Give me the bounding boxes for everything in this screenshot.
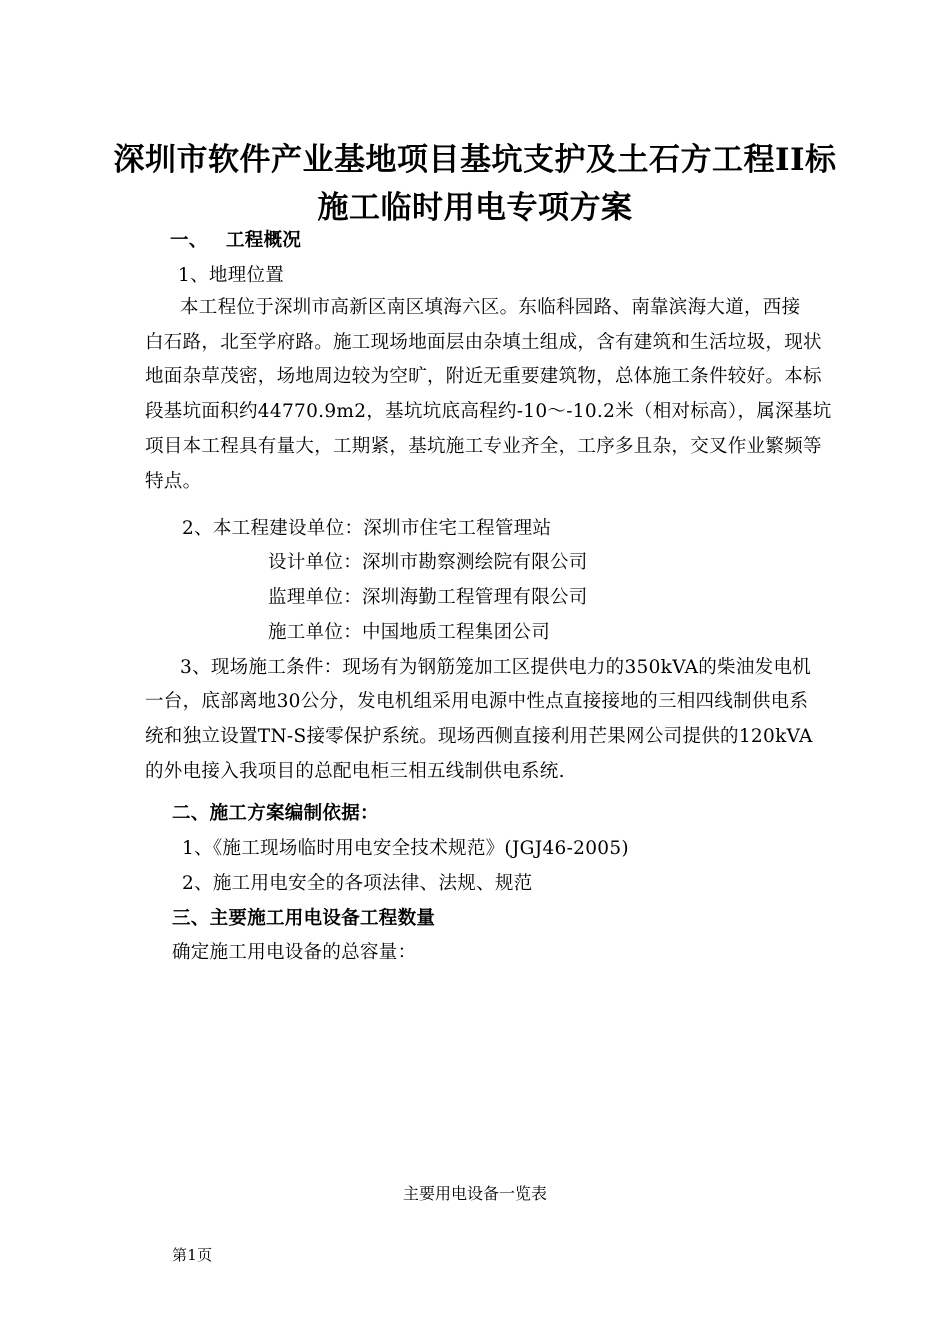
owner-unit-line: 2、本工程建设单位：深圳市住宅工程管理站 <box>182 518 552 539</box>
subsection-location: 1、地理位置 <box>178 265 285 286</box>
paragraph-line: 项目本工程具有量大，工期紧，基坑施工专业齐全，工序多且杂，交叉作业繁频等 <box>145 436 822 457</box>
paragraph-line: 段基坑面积约44770.9m2，基坑坑底高程约-10～-10.2米（相对标高），属深基坑 <box>145 401 832 422</box>
paragraph-line: 特点。 <box>145 471 202 492</box>
document-title-line2: 施工临时用电专项方案 <box>317 190 633 226</box>
paragraph-line: 本工程位于深圳市高新区南区填海六区。东临科园路、南靠滨海大道，西接 <box>180 297 801 318</box>
paragraph-line: 白石路，北至学府路。施工现场地面层由杂填土组成，含有建筑和生活垃圾，现状 <box>145 332 822 353</box>
document-title-line1: 深圳市软件产业基地项目基坑支护及土石方工程II标 <box>113 142 837 178</box>
section1-heading-number: 一、 <box>170 230 208 251</box>
site-conditions-line: 3、现场施工条件：现场有为钢筋笼加工区提供电力的350kVA的柴油发电机 <box>180 657 812 678</box>
construction-unit-line: 施工单位：中国地质工程集团公司 <box>268 622 551 643</box>
supervision-unit-line: 监理单位：深圳海勤工程管理有限公司 <box>268 587 588 608</box>
site-conditions-line: 的外电接入我项目的总配电柜三相五线制供电系统. <box>145 761 565 782</box>
design-unit-line: 设计单位：深圳市勘察测绘院有限公司 <box>268 552 588 573</box>
section3-text: 确定施工用电设备的总容量： <box>172 942 417 963</box>
page-number: 第1页 <box>172 1246 213 1264</box>
site-conditions-line: 统和独立设置TN-S接零保护系统。现场西侧直接利用芒果网公司提供的120kVA <box>145 726 813 747</box>
table-caption: 主要用电设备一览表 <box>402 1184 547 1203</box>
site-conditions-line: 一台，底部离地30公分，发电机组采用电源中性点直接接地的三相四线制供电系 <box>145 691 809 712</box>
section1-heading: 工程概况 <box>226 230 302 251</box>
section3-heading: 三、主要施工用电设备工程数量 <box>172 908 436 929</box>
paragraph-line: 地面杂草茂密，场地周边较为空旷，附近无重要建筑物，总体施工条件较好。本标 <box>145 366 822 387</box>
basis-item-1: 1、《施工现场临时用电安全技术规范》(JGJ46-2005) <box>182 838 629 859</box>
basis-item-2: 2、施工用电安全的各项法律、法规、规范 <box>182 873 533 894</box>
section2-heading: 二、施工方案编制依据： <box>172 803 379 824</box>
